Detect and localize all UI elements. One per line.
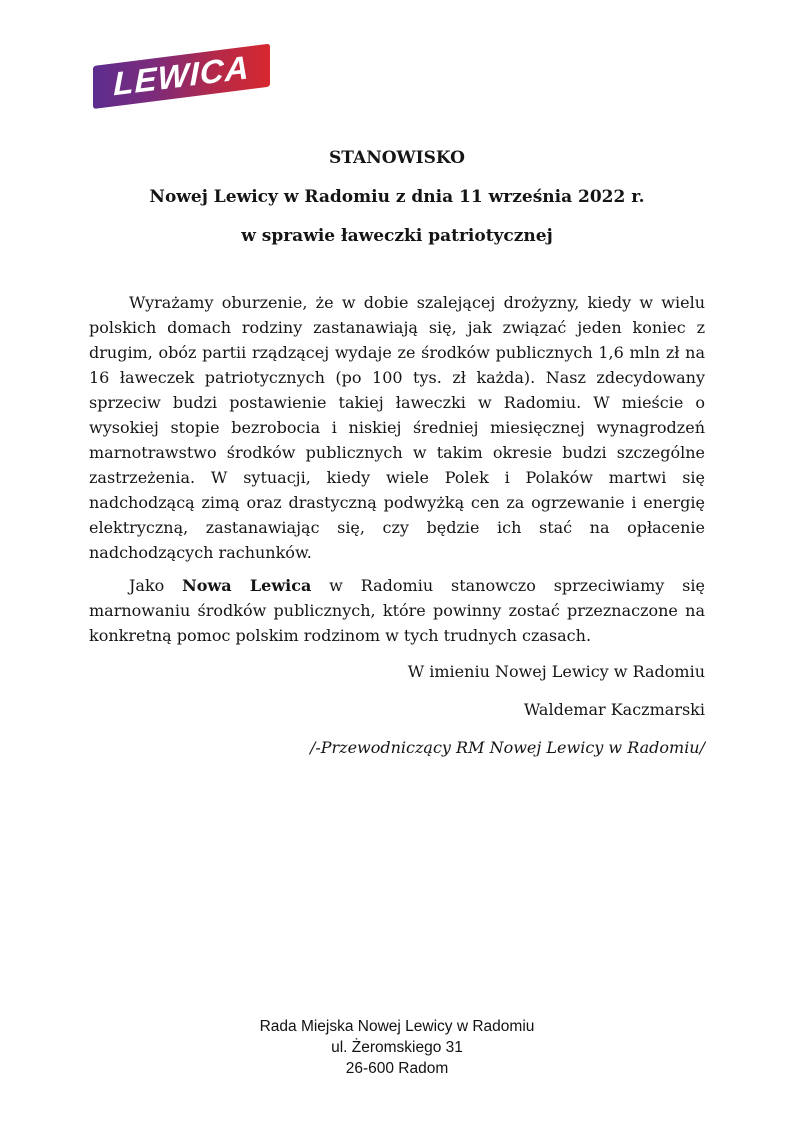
footer-organization: Rada Miejska Nowej Lewicy w Radomiu: [259, 1018, 535, 1035]
signature-role: /-Przewodniczący RM Nowej Lewicy w Radomiu/: [309, 738, 705, 757]
signature-block: [310, 653, 705, 767]
lewica-logo: [93, 44, 270, 109]
paragraph-2-bold-party-name: Nowa Lewica: [182, 576, 312, 595]
document-title: STANOWISKO: [329, 148, 465, 168]
document-subject: w sprawie ławeczki patriotycznej: [241, 226, 553, 246]
body-block: [89, 290, 705, 656]
paragraph-1: Wyrażamy oburzenie, że w dobie szalejącej drożyzny, kiedy w wielu polskich domach rodziny zastanawiają się, jak związać jeden koniec z drugim, obóz partii rządzącej wydaje ze środków publicznych 1,6 mln zł na 16 ławeczek patriotycznych (po 100 tys. zł każda). Nasz zdecydowany sprzeciw budzi postawienie takiej ławeczki w Radomiu. W mieście o wysokiej stopie bezrobocia i niskiej średniej miesięcznej wynagrodzeń marnotrawstwo środków publicznych w takim okresie budzi szczególne zastrzeżenia. W sytuacji, kiedy wiele Polek i Polaków martwi się nadchodzącą zimą oraz drastyczną podwyżką cen za ogrzewanie i energię elektryczną, zastanawiając się, czy będzie ich stać na opłacenie nadchodzących rachunków.: [89, 293, 705, 562]
lewica-logo-text: LEWICA: [113, 48, 250, 103]
document-subtitle-date: Nowej Lewicy w Radomiu z dnia 11 września 2022 r.: [149, 187, 645, 207]
paragraph-2-suffix: w Radomiu stanowczo sprzeciwiamy się marnowaniu środków publicznych, które powinny zostać przeznaczone na konkretną pomoc polskim rodzinom w tych trudnych czasach.: [89, 576, 705, 645]
paragraph-2-prefix: Jako: [129, 576, 183, 595]
paragraph-2: [89, 573, 705, 648]
footer-postal-city: 26-600 Radom: [345, 1060, 449, 1077]
footer-street: ul. Żeromskiego 31: [331, 1039, 463, 1056]
title-block: [0, 139, 794, 256]
signature-name: Waldemar Kaczmarski: [523, 700, 705, 719]
footer-address: [0, 1016, 794, 1079]
signature-on-behalf: W imieniu Nowej Lewicy w Radomiu: [407, 662, 705, 681]
